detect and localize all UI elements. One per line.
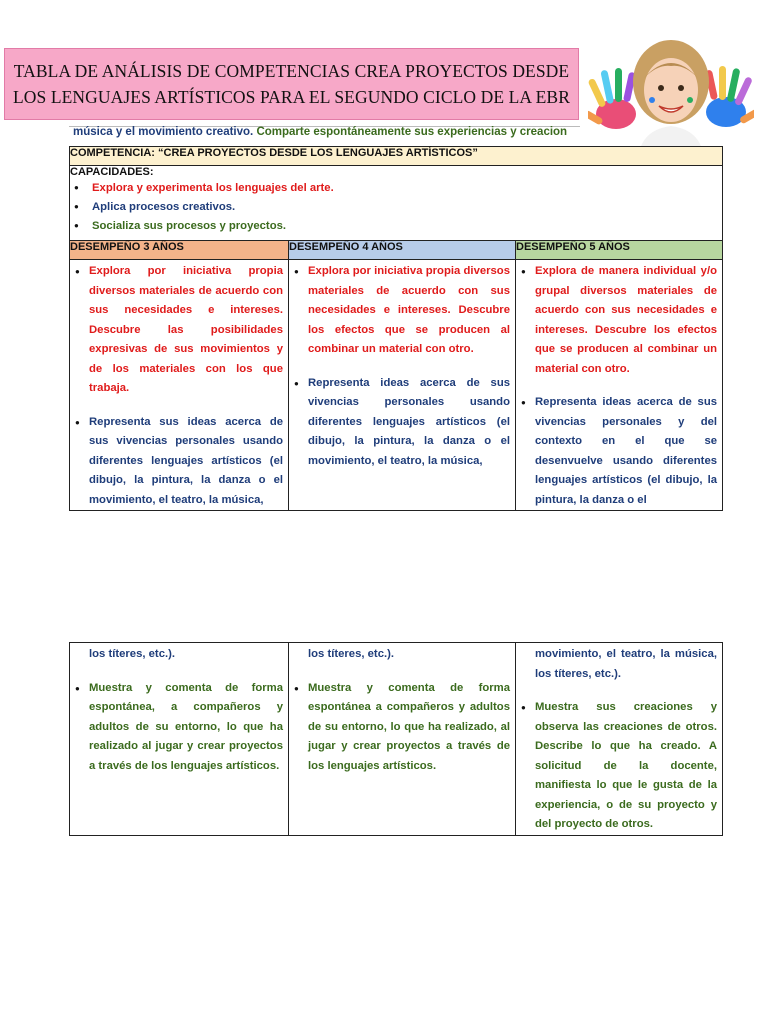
title-line-2: LOS LENGUAJES ARTÍSTICOS PARA EL SEGUNDO CICLO DE LA EBR — [13, 87, 570, 107]
competencies-table-page2 — [69, 642, 723, 836]
girl-painted-hands-image — [588, 34, 754, 160]
cell-4-anos-cont — [289, 643, 516, 836]
representa-3-cont: los títeres, etc.). — [89, 648, 176, 660]
capacidad-item: ● Socializa sus procesos y proyectos. — [88, 219, 722, 233]
capacidades-label: CAPACIDADES: — [70, 166, 154, 178]
cell-4-anos — [289, 260, 516, 511]
cell-3-anos — [70, 260, 289, 511]
right-painted-hand-icon — [705, 66, 754, 127]
cut-text-blue: música y el movimiento creativo. — [73, 126, 254, 138]
title-line-1: TABLA DE ANÁLISIS DE COMPETENCIAS CREA PROYECTOS DESDE — [13, 61, 570, 81]
capacidad-item: ● Aplica procesos creativos. — [88, 200, 722, 214]
cell-5-anos — [516, 260, 723, 511]
representa-4: ● Representa ideas acerca de sus vivencias personales usando diferentes lenguajes artísticos (el dibujo, la pintura, la danza o el movimiento, el teatro, la música, — [294, 374, 510, 472]
muestra-3: ● Muestra y comenta de forma espontánea, a compañeros y adultos de su entorno, lo que ha realizado al jugar y crear proyectos a través de los lenguajes artísticos. — [75, 679, 283, 777]
capacidad-item: ● Explora y experimenta los lenguajes del arte. — [88, 181, 722, 195]
cut-text-green: Comparte espontáneamente sus experiencias y creacion — [256, 126, 568, 138]
muestra-4: ● Muestra y comenta de forma espontánea a compañeros y adultos de su entorno, lo que ha realizado, al jugar y crear proyectos a través de los lenguajes artísticos. — [294, 679, 510, 777]
explora-4: ● Explora por iniciativa propia diversos materiales de acuerdo con sus necesidades e intereses. Descubre los efectos que se producen al combinar un material con otro. — [294, 262, 510, 360]
capacidades-cell — [70, 166, 723, 241]
muestra-5: ● Muestra sus creaciones y observa las creaciones de otros. Describe lo que ha creado. A solicitud de la docente, manifiesta lo que le gusta de la experiencia, o de su proyecto y del proyecto de otros. — [521, 698, 717, 835]
representa-3: ● Representa sus ideas acerca de sus vivencias personales usando diferentes lenguajes artísticos (el dibujo, la pintura, la danza o el movimiento, el teatro, la música, — [75, 413, 283, 511]
page-title — [13, 58, 570, 110]
header-desempeno-3: DESEMPEÑO 3 AÑOS — [70, 241, 289, 260]
explora-3: ● Explora por iniciativa propia diversos materiales de acuerdo con sus necesidades e intereses. Descubre las posibilidades expresivas de sus movimientos y de los materiales con los que trabaja. — [75, 262, 283, 399]
cell-5-anos-cont — [516, 643, 723, 836]
truncated-previous-row — [69, 120, 580, 146]
truncated-row-text — [73, 126, 567, 138]
header-desempeno-4: DESEMPEÑO 4 AÑOS — [289, 241, 516, 260]
header-desempeno-5: DESEMPEÑO 5 AÑOS — [516, 241, 723, 260]
competencies-table-page1 — [69, 146, 723, 511]
representa-5-cont: movimiento, el teatro, la música, los títeres, etc.). — [535, 648, 717, 680]
representa-4-cont: los títeres, etc.). — [308, 648, 395, 660]
explora-5: ● Explora de manera individual y/o grupal diversos materiales de acuerdo con sus necesidades e intereses. Descubre los efectos que se producen al combinar un material con otro. — [521, 262, 717, 379]
title-banner — [4, 48, 579, 120]
capacidades-list — [70, 181, 722, 233]
competencia-heading: COMPETENCIA: “CREA PROYECTOS DESDE LOS LENGUAJES ARTÍSTICOS” — [70, 147, 723, 166]
cell-3-anos-cont — [70, 643, 289, 836]
left-painted-hand-icon — [588, 68, 636, 129]
representa-5: ● Representa ideas acerca de sus vivencias personales y del contexto en el que se desenvuelve usando diferentes lenguajes artísticos (el dibujo, la pintura, la danza o el — [521, 393, 717, 510]
